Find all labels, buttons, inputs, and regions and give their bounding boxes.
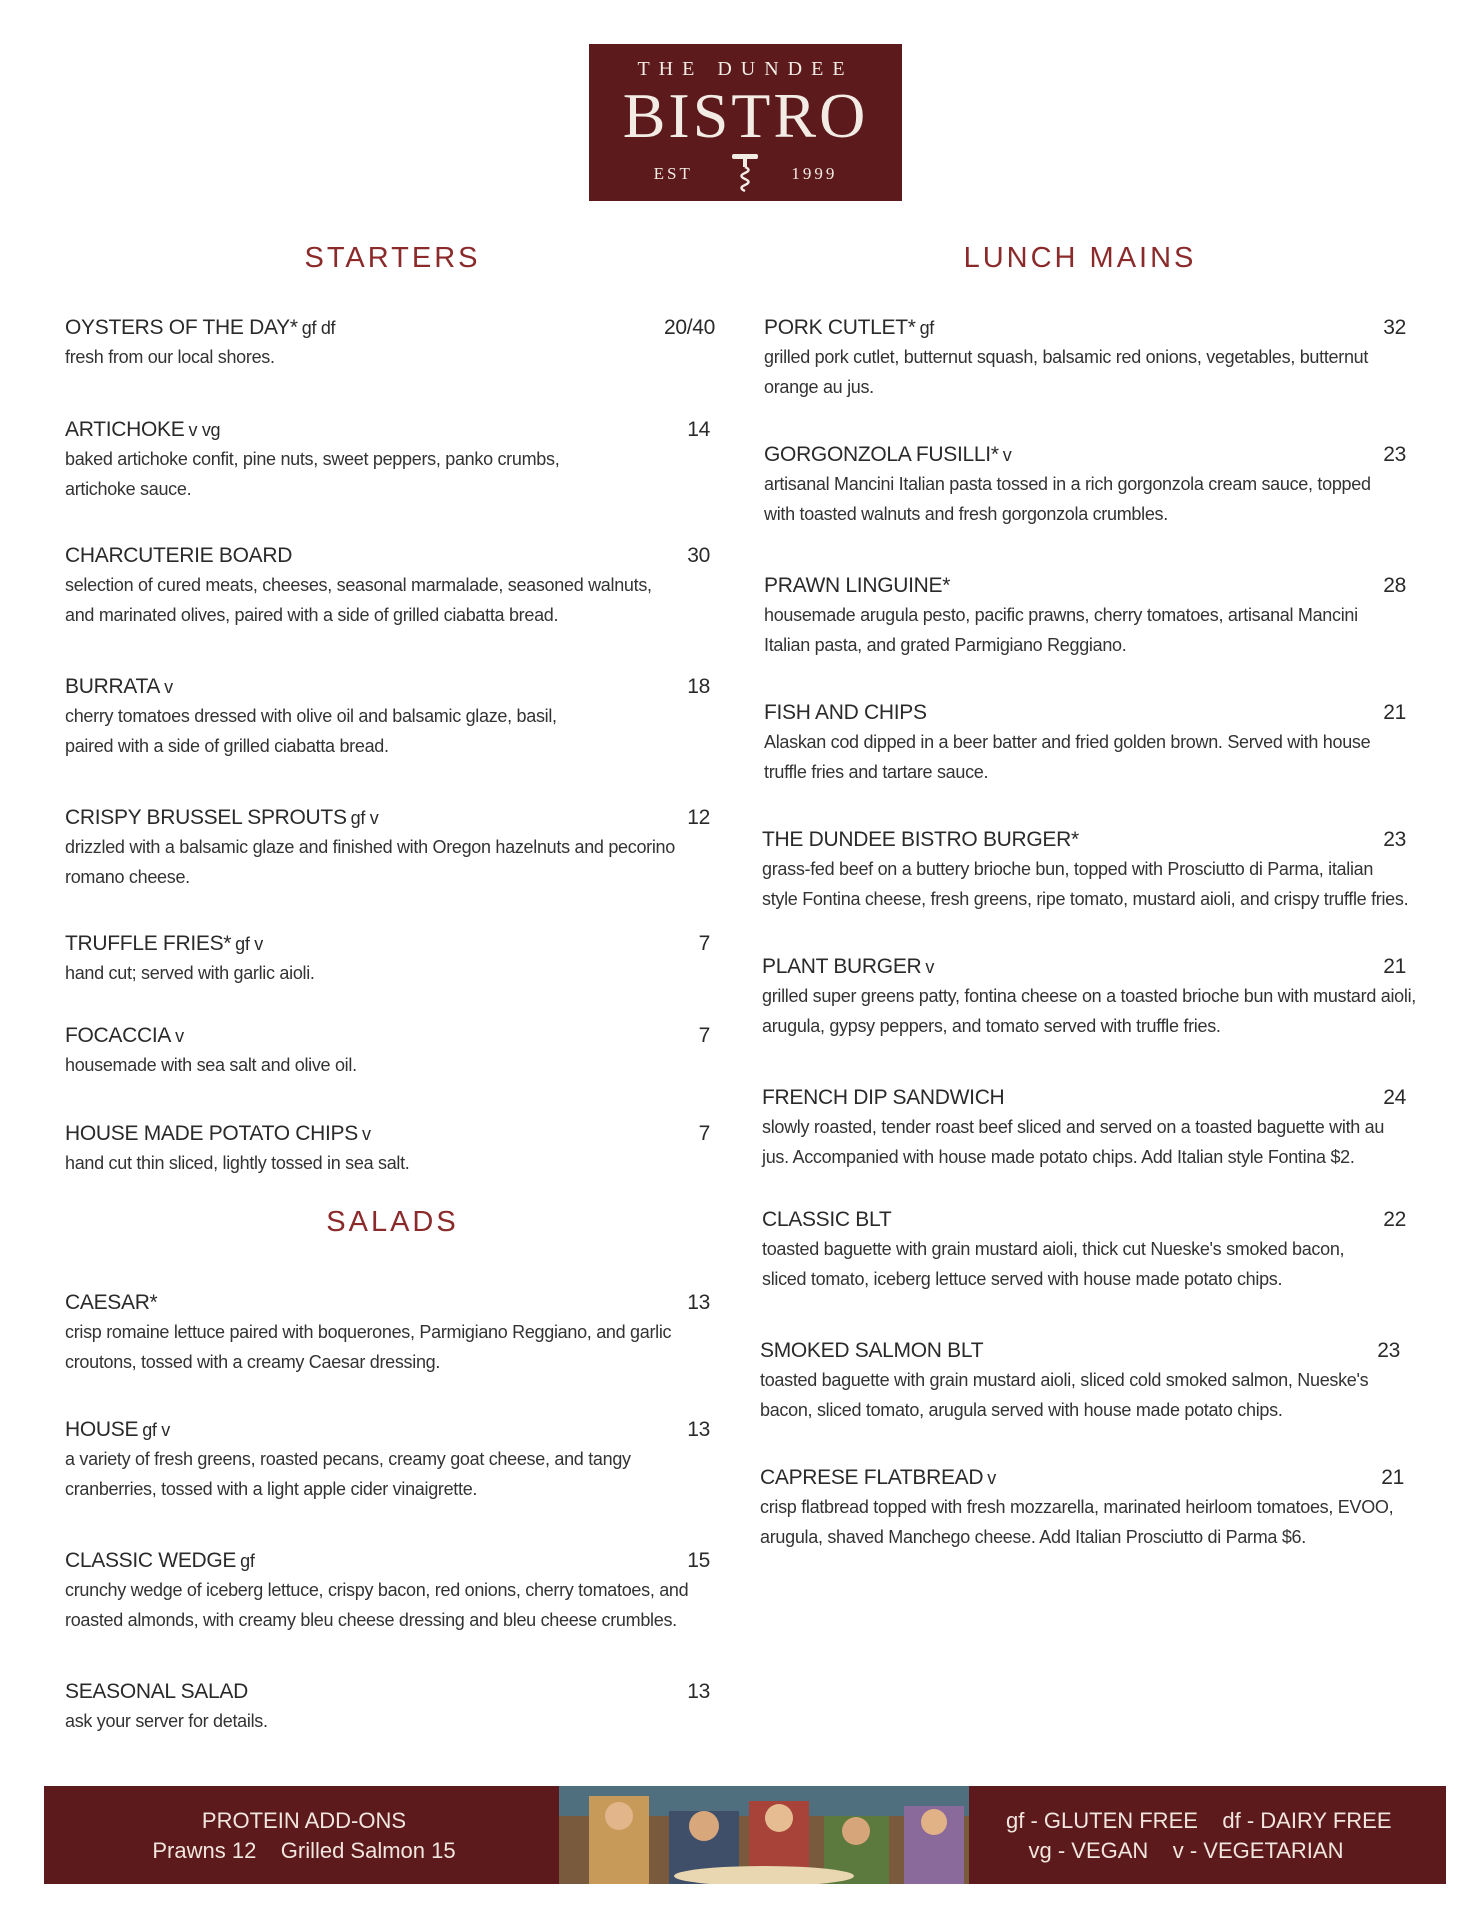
item-price: 14 — [687, 418, 710, 441]
diet-tags: v — [361, 1124, 371, 1144]
dietary-legend — [1006, 1806, 1392, 1866]
diet-tags: gf — [919, 318, 935, 338]
menu-item-classic-blt — [762, 1208, 1406, 1294]
item-name: FISH AND CHIPS — [764, 701, 927, 724]
menu-item-bistro-burger — [762, 828, 1409, 914]
item-name: CAESAR* — [65, 1291, 158, 1314]
logo-pretitle: THE DUNDEE — [637, 58, 854, 80]
item-description: Alaskan cod dipped in a beer batter and fried golden brown. Served with house truffle fries and tartare sauce. — [764, 732, 1371, 782]
menu-item-fish-and-chips — [764, 701, 1406, 787]
item-description: hand cut thin sliced, lightly tossed in sea salt. — [65, 1153, 410, 1173]
item-price: 18 — [687, 675, 710, 698]
item-description: cherry tomatoes dressed with olive oil and balsamic glaze, basil, paired with a side of grilled ciabatta bread. — [65, 706, 557, 756]
diet-tags: v — [164, 677, 173, 697]
item-description: grass-fed beef on a buttery brioche bun, topped with Prosciutto di Parma, italian style Fontina cheese, fresh greens, ripe tomato, mustard aioli, and crispy truffle fries. — [762, 859, 1409, 909]
item-description: grilled pork cutlet, butternut squash, balsamic red onions, vegetables, butternut orange au jus. — [764, 347, 1369, 397]
lunch-mains-heading: LUNCH MAINS — [963, 242, 1197, 274]
protein-addons-list: Prawns 12 Grilled Salmon 15 — [152, 1838, 456, 1863]
menu-item-smoked-salmon-blt — [760, 1339, 1400, 1425]
item-price: 28 — [1383, 574, 1406, 597]
item-description: housemade arugula pesto, pacific prawns, cherry tomatoes, artisanal Mancini Italian pasta, and grated Parmigiano Reggiano. — [764, 605, 1358, 655]
item-price: 13 — [687, 1291, 710, 1314]
salads-heading: SALADS — [326, 1206, 459, 1238]
item-description: baked artichoke confit, pine nuts, sweet peppers, panko crumbs, artichoke sauce. — [65, 449, 560, 499]
item-description: grilled super greens patty, fontina cheese on a toasted brioche bun with mustard aioli, arugula, gypsy peppers, and tomato served with truffle fries. — [762, 986, 1416, 1036]
item-name: SMOKED SALMON BLT — [760, 1339, 984, 1362]
menu-item-artichoke — [65, 418, 710, 504]
item-description: housemade with sea salt and olive oil. — [65, 1055, 357, 1075]
item-description: a variety of fresh greens, roasted pecans, creamy goat cheese, and tangy cranberries, tossed with a light apple cider vinaigrette. — [65, 1449, 631, 1499]
item-price: 7 — [698, 1024, 710, 1047]
item-name: THE DUNDEE BISTRO BURGER* — [762, 828, 1079, 851]
item-name: OYSTERS OF THE DAY* — [65, 316, 298, 339]
bistro-painting-image — [559, 1786, 969, 1884]
item-description: crisp flatbread topped with fresh mozzarella, marinated heirloom tomatoes, EVOO, arugula, shaved Manchego cheese. Add Italian Prosciutto di Parma $6. — [760, 1497, 1394, 1547]
item-price: 7 — [698, 1122, 710, 1145]
item-name: BURRATA — [65, 675, 161, 698]
diet-tags: gf v — [350, 808, 379, 828]
footer-banner — [44, 1786, 1446, 1884]
item-name: PLANT BURGER — [762, 955, 922, 978]
diet-tags: gf df — [301, 318, 336, 338]
legend-line-2: vg - VEGAN v - VEGETARIAN — [1028, 1838, 1344, 1863]
menu-item-potato-chips — [65, 1122, 710, 1178]
starters-heading: STARTERS — [304, 242, 481, 274]
item-name: CLASSIC WEDGE — [65, 1549, 237, 1572]
item-price: 30 — [687, 544, 710, 567]
diet-tags: v — [925, 957, 935, 977]
item-price: 23 — [1383, 443, 1406, 466]
item-name: CAPRESE FLATBREAD — [760, 1466, 984, 1489]
item-price: 13 — [687, 1418, 710, 1441]
item-description: hand cut; served with garlic aioli. — [65, 963, 315, 983]
item-description: slowly roasted, tender roast beef sliced and served on a toasted baguette with au jus. Accompanied with house made potato chips. Add Italian style Fontina $2. — [762, 1117, 1385, 1167]
item-name: CRISPY BRUSSEL SPROUTS — [65, 806, 347, 829]
corkscrew-icon — [730, 152, 760, 198]
item-name: TRUFFLE FRIES* — [65, 932, 232, 955]
menu-item-french-dip — [762, 1086, 1406, 1172]
item-price: 21 — [1381, 1466, 1404, 1489]
item-name: FRENCH DIP SANDWICH — [762, 1086, 1005, 1109]
menu-item-brussel-sprouts — [65, 806, 710, 892]
legend-line-1: gf - GLUTEN FREE df - DAIRY FREE — [1006, 1808, 1392, 1833]
diet-tags: v vg — [188, 420, 221, 440]
protein-addons-title: PROTEIN ADD-ONS — [201, 1808, 407, 1833]
diet-tags: v — [1002, 445, 1012, 465]
item-name: HOUSE — [65, 1418, 139, 1441]
item-description: fresh from our local shores. — [65, 347, 275, 367]
menu-item-truffle-fries — [65, 932, 710, 988]
item-name: CHARCUTERIE BOARD — [65, 544, 293, 567]
menu-item-seasonal-salad — [65, 1680, 710, 1736]
menu-item-caesar — [65, 1291, 710, 1377]
item-price: 32 — [1383, 316, 1406, 339]
menu-item-oysters — [65, 316, 715, 372]
item-price: 20/40 — [663, 316, 715, 339]
item-price: 23 — [1377, 1339, 1400, 1362]
item-description: crunchy wedge of iceberg lettuce, crispy bacon, red onions, cherry tomatoes, and roasted almonds, with creamy bleu cheese dressing and bleu cheese crumbles. — [65, 1580, 689, 1630]
item-price: 21 — [1383, 701, 1406, 724]
menu-item-classic-wedge — [65, 1549, 710, 1635]
menu-item-pork-cutlet — [764, 316, 1406, 402]
logo-est-year: 1999 — [791, 164, 838, 183]
item-description: toasted baguette with grain mustard aioli, sliced cold smoked salmon, Nueske's bacon, sliced tomato, arugula served with house made potato chips. — [760, 1370, 1369, 1420]
item-name: CLASSIC BLT — [762, 1208, 892, 1231]
diet-tags: gf — [240, 1551, 255, 1571]
item-name: ARTICHOKE — [65, 418, 185, 441]
item-name: GORGONZOLA FUSILLI* — [764, 443, 999, 466]
item-description: drizzled with a balsamic glaze and finished with Oregon hazelnuts and pecorino romano cheese. — [65, 837, 675, 887]
item-description: crisp romaine lettuce paired with boquerones, Parmigiano Reggiano, and garlic croutons, tossed with a creamy Caesar dressing. — [65, 1322, 672, 1372]
menu-item-burrata — [65, 675, 710, 761]
item-description: artisanal Mancini Italian pasta tossed in a rich gorgonzola cream sauce, topped with toasted walnuts and fresh gorgonzola crumbles. — [764, 474, 1371, 524]
menu-item-caprese-flatbread — [760, 1466, 1404, 1552]
item-price: 12 — [687, 806, 710, 829]
menu-item-focaccia — [65, 1024, 710, 1080]
item-description: toasted baguette with grain mustard aioli, thick cut Nueske's smoked bacon, sliced tomato, iceberg lettuce served with house made potato chips. — [762, 1239, 1345, 1289]
logo — [589, 44, 902, 201]
logo-title: BISTRO — [622, 80, 869, 151]
item-price: 22 — [1383, 1208, 1406, 1231]
diet-tags: v — [987, 1468, 996, 1488]
item-name: SEASONAL SALAD — [65, 1680, 248, 1703]
item-price: 23 — [1383, 828, 1406, 851]
item-description: selection of cured meats, cheeses, seasonal marmalade, seasoned walnuts, and marinated olives, paired with a side of grilled ciabatta bread. — [65, 575, 652, 625]
item-price: 24 — [1383, 1086, 1406, 1109]
diet-tags: gf v — [142, 1420, 171, 1440]
item-name: PORK CUTLET* — [764, 316, 916, 339]
menu-item-plant-burger — [762, 955, 1416, 1041]
menu-item-prawn-linguine — [764, 574, 1406, 660]
menu-item-gorgonzola-fusilli — [764, 443, 1406, 529]
item-price: 15 — [687, 1549, 710, 1572]
item-description: ask your server for details. — [65, 1711, 268, 1731]
protein-addons — [124, 1806, 484, 1866]
menu-item-charcuterie — [65, 544, 710, 630]
diet-tags: gf v — [235, 934, 263, 954]
logo-est-label: EST — [653, 164, 693, 183]
item-name: HOUSE MADE POTATO CHIPS — [65, 1122, 358, 1145]
item-price: 7 — [698, 932, 710, 955]
diet-tags: v — [175, 1026, 184, 1046]
item-price: 21 — [1383, 955, 1406, 978]
menu-item-house-salad — [65, 1418, 710, 1504]
item-name: FOCACCIA — [65, 1024, 172, 1047]
item-price: 13 — [687, 1680, 710, 1703]
item-name: PRAWN LINGUINE* — [764, 574, 951, 597]
